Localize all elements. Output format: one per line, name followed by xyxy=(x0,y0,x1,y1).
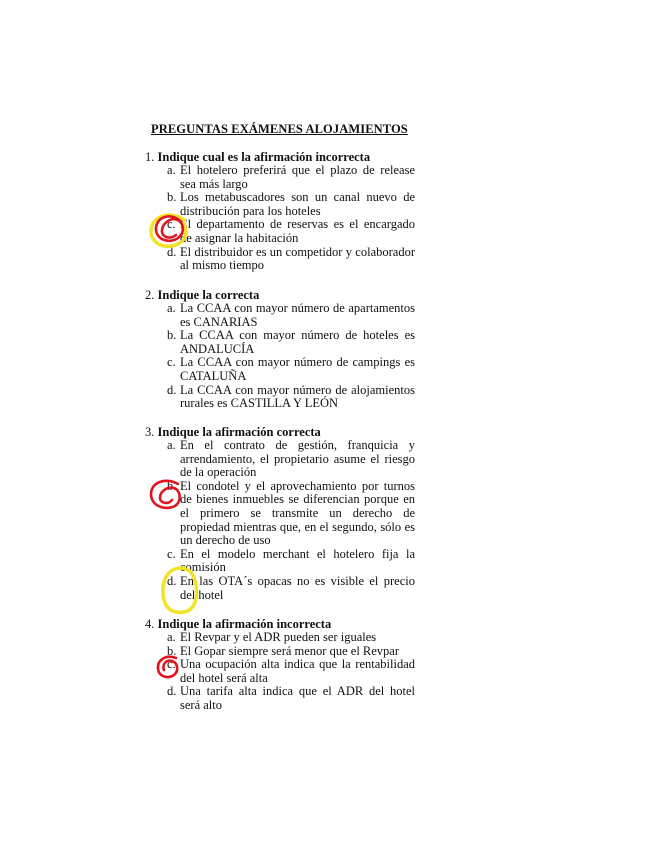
option-b xyxy=(145,191,415,218)
option-d xyxy=(145,384,415,411)
question-text: Indique la correcta xyxy=(157,288,260,302)
option-text: El hotelero preferirá que el plazo de release sea más largo xyxy=(180,163,415,191)
option-d xyxy=(145,685,415,712)
option-d xyxy=(145,575,415,602)
option-text: Los metabuscadores son un canal nuevo de distribución para los hoteles xyxy=(180,190,415,218)
option-c xyxy=(145,356,415,383)
option-c xyxy=(145,218,415,245)
question-text: Indique cual es la afirmación incorrecta xyxy=(157,150,371,164)
option-a xyxy=(145,164,415,191)
question-heading xyxy=(145,150,415,164)
option-letter: b. xyxy=(167,478,177,493)
option-letter: a. xyxy=(167,301,176,315)
question-heading xyxy=(145,288,415,302)
option-text: La CCAA con mayor número de campings es CATALUÑA xyxy=(180,355,415,383)
option-letter: d. xyxy=(167,684,177,699)
option-a xyxy=(145,631,415,645)
option-letter: d. xyxy=(167,382,177,397)
question-number: 3. xyxy=(145,425,155,439)
question-number: 1. xyxy=(145,150,155,164)
option-text: La CCAA con mayor número de apartamentos es CANARIAS xyxy=(180,301,415,329)
question-text: Indique la afirmación incorrecta xyxy=(157,617,332,631)
option-text: El condotel y el aprovechamiento por turnos de bienes inmuebles se diferencian porque en el primero se transmite un derecho de propiedad mientras que, en el segundo, sólo es un derecho de uso xyxy=(180,478,415,548)
option-text: El Gopar siempre será menor que el Revpar xyxy=(180,643,400,658)
option-letter: b. xyxy=(167,190,177,205)
option-text: En las OTA´s opacas no es visible el precio del hotel xyxy=(180,573,415,602)
option-letter: a. xyxy=(167,630,176,644)
option-b xyxy=(145,480,415,548)
option-text: Una ocupación alta indica que la rentabilidad del hotel será alta xyxy=(180,657,415,685)
option-letter: a. xyxy=(167,438,176,452)
question-1 xyxy=(145,150,415,273)
question-number: 2. xyxy=(145,288,155,302)
option-text: El departamento de reservas es el encargado de asignar la habitación xyxy=(180,217,415,245)
option-a xyxy=(145,439,415,480)
question-2 xyxy=(145,288,415,411)
option-text: Una tarifa alta indica que el ADR del hotel será alto xyxy=(180,684,415,712)
question-4 xyxy=(145,617,415,713)
option-c xyxy=(145,658,415,685)
option-letter: b. xyxy=(167,328,177,343)
option-letter: c. xyxy=(167,355,176,370)
option-b xyxy=(145,329,415,356)
question-3 xyxy=(145,425,415,602)
option-text: La CCAA con mayor número de hoteles es ANDALUCÍA xyxy=(180,328,415,356)
option-letter: d. xyxy=(167,573,177,588)
page-title: PREGUNTAS EXÁMENES ALOJAMIENTOS xyxy=(151,122,408,136)
question-heading xyxy=(145,425,415,439)
option-d xyxy=(145,246,415,273)
option-letter: c. xyxy=(167,657,176,672)
option-c xyxy=(145,548,415,575)
option-text: En el modelo merchant el hotelero fija la comisión xyxy=(180,546,415,575)
option-letter: b. xyxy=(167,643,177,658)
option-letter: c. xyxy=(167,546,176,561)
option-text: En el contrato de gestión, franquicia y arrendamiento, el propietario asume el riesgo de la operación xyxy=(180,438,415,480)
option-text: El distribuidor es un competidor y colaborador al mismo tiempo xyxy=(180,244,415,273)
option-text: El Revpar y el ADR pueden ser iguales xyxy=(180,630,377,644)
question-number: 4. xyxy=(145,617,155,631)
option-a xyxy=(145,302,415,329)
question-heading xyxy=(145,617,415,631)
question-text: Indique la afirmación correcta xyxy=(157,425,321,439)
option-text: La CCAA con mayor número de alojamientos rurales es CASTILLA Y LEÓN xyxy=(180,382,415,411)
option-letter: c. xyxy=(167,217,176,232)
option-b xyxy=(145,645,415,659)
option-letter: a. xyxy=(167,163,176,177)
option-letter: d. xyxy=(167,244,177,259)
